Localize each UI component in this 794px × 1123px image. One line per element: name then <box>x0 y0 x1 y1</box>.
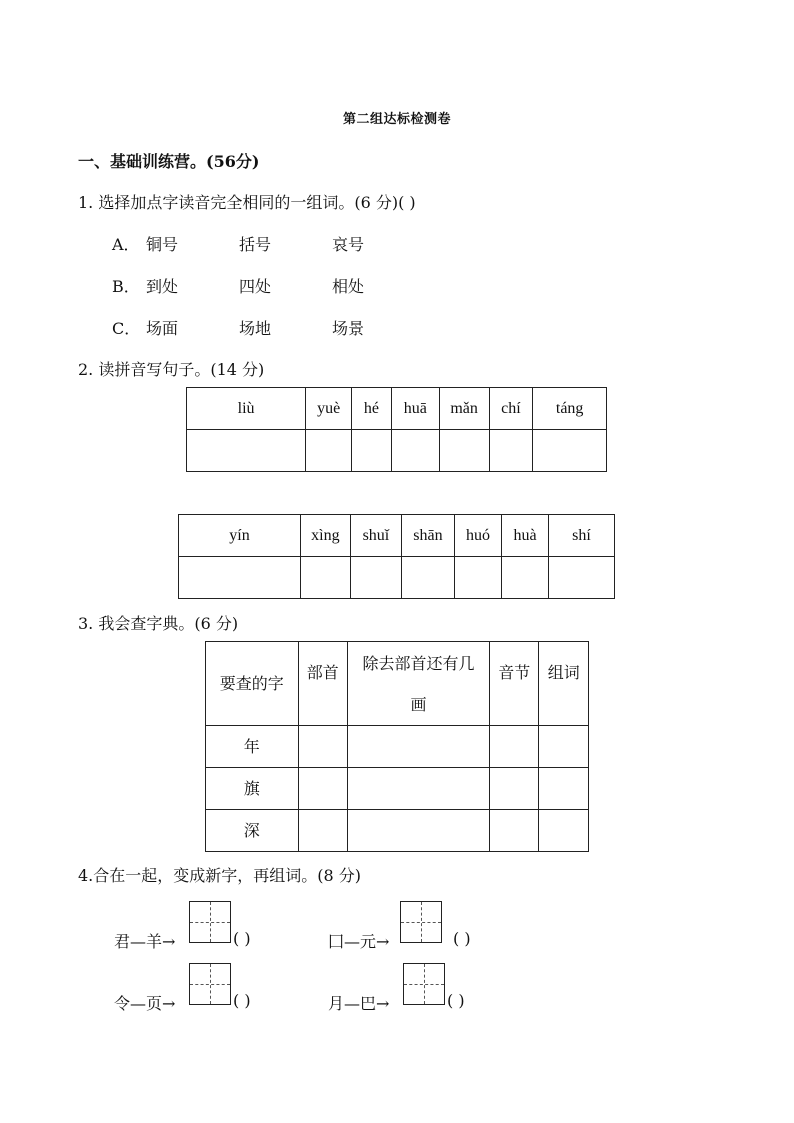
question-1-label: 1. 选择加点字读音完全相同的一组词。(6 分)( ) <box>78 193 416 212</box>
header-cell: 部首 <box>298 642 347 726</box>
option-word: 场面 <box>146 319 179 338</box>
section-heading: 一、基础训练营。(56分) <box>78 152 260 171</box>
answer-cell[interactable] <box>454 557 502 599</box>
answer-cell[interactable] <box>187 430 306 472</box>
writing-grid-box[interactable] <box>400 901 442 943</box>
pinyin-cell: chí <box>489 388 533 430</box>
answer-cell[interactable] <box>298 726 347 768</box>
pinyin-cell: táng <box>533 388 607 430</box>
answer-cell[interactable] <box>533 430 607 472</box>
pinyin-cell: huà <box>502 515 549 557</box>
answer-cell[interactable] <box>347 810 489 852</box>
header-cell: 要查的字 <box>206 642 299 726</box>
answer-cell[interactable] <box>490 810 539 852</box>
pinyin-table-2 <box>178 514 615 599</box>
dictionary-table <box>205 641 589 852</box>
answer-cell[interactable] <box>350 557 402 599</box>
answer-cell[interactable] <box>402 557 455 599</box>
option-word: 到处 <box>146 277 179 296</box>
answer-cell[interactable] <box>298 768 347 810</box>
question-4-label: 4.合在一起，变成新字，再组词。(8 分) <box>78 866 362 885</box>
option-letter: A． <box>112 235 140 254</box>
pinyin-cell: huā <box>391 388 439 430</box>
answer-cell[interactable] <box>489 430 533 472</box>
answer-cell[interactable] <box>548 557 614 599</box>
combine-parts: 令—页→ <box>114 994 176 1013</box>
writing-grid-box[interactable] <box>403 963 445 1005</box>
header-cell: 音节 <box>490 642 539 726</box>
answer-cell[interactable] <box>490 726 539 768</box>
pinyin-cell: liù <box>187 388 306 430</box>
answer-cell[interactable] <box>347 768 489 810</box>
page-title: 第二组达标检测卷 <box>342 112 451 127</box>
option-word: 场景 <box>332 319 365 338</box>
pinyin-cell: yín <box>179 515 301 557</box>
char-cell: 旗 <box>206 768 299 810</box>
pinyin-cell: shí <box>548 515 614 557</box>
option-word: 相处 <box>332 277 365 296</box>
char-cell: 深 <box>206 810 299 852</box>
header-cell: 组词 <box>539 642 589 726</box>
option-letter: B． <box>112 277 140 296</box>
answer-cell[interactable] <box>439 430 489 472</box>
writing-grid-box[interactable] <box>189 901 231 943</box>
char-cell: 年 <box>206 726 299 768</box>
answer-cell[interactable] <box>298 810 347 852</box>
word-blank[interactable]: ( ) <box>233 929 251 948</box>
pinyin-cell: mǎn <box>439 388 489 430</box>
pinyin-table-1 <box>186 387 607 472</box>
answer-cell[interactable] <box>179 557 301 599</box>
option-word: 哀号 <box>332 235 365 254</box>
answer-cell[interactable] <box>490 768 539 810</box>
answer-cell[interactable] <box>539 768 589 810</box>
option-word: 铜号 <box>146 235 179 254</box>
pinyin-cell: huó <box>454 515 502 557</box>
writing-grid-box[interactable] <box>189 963 231 1005</box>
answer-cell[interactable] <box>347 726 489 768</box>
combine-parts: 月—巴→ <box>328 994 390 1013</box>
answer-cell[interactable] <box>502 557 549 599</box>
word-blank[interactable]: ( ) <box>453 929 471 948</box>
answer-cell[interactable] <box>306 430 352 472</box>
option-word: 括号 <box>239 235 272 254</box>
question-2-label: 2. 读拼音写句子。(14 分) <box>78 360 265 379</box>
option-word: 四处 <box>239 277 272 296</box>
answer-cell[interactable] <box>539 726 589 768</box>
combine-parts: 囗—元→ <box>328 932 390 951</box>
header-cell: 除去部首还有几画 <box>347 642 489 726</box>
answer-cell[interactable] <box>352 430 392 472</box>
option-word: 场地 <box>239 319 272 338</box>
combine-parts: 君—羊→ <box>114 932 176 951</box>
word-blank[interactable]: ( ) <box>447 991 465 1010</box>
answer-cell[interactable] <box>391 430 439 472</box>
answer-cell[interactable] <box>301 557 351 599</box>
pinyin-cell: shān <box>402 515 455 557</box>
question-3-label: 3. 我会查字典。(6 分) <box>78 614 239 633</box>
pinyin-cell: hé <box>352 388 392 430</box>
pinyin-cell: xìng <box>301 515 351 557</box>
answer-cell[interactable] <box>539 810 589 852</box>
option-letter: C． <box>112 319 141 338</box>
word-blank[interactable]: ( ) <box>233 991 251 1010</box>
pinyin-cell: yuè <box>306 388 352 430</box>
pinyin-cell: shuǐ <box>350 515 402 557</box>
